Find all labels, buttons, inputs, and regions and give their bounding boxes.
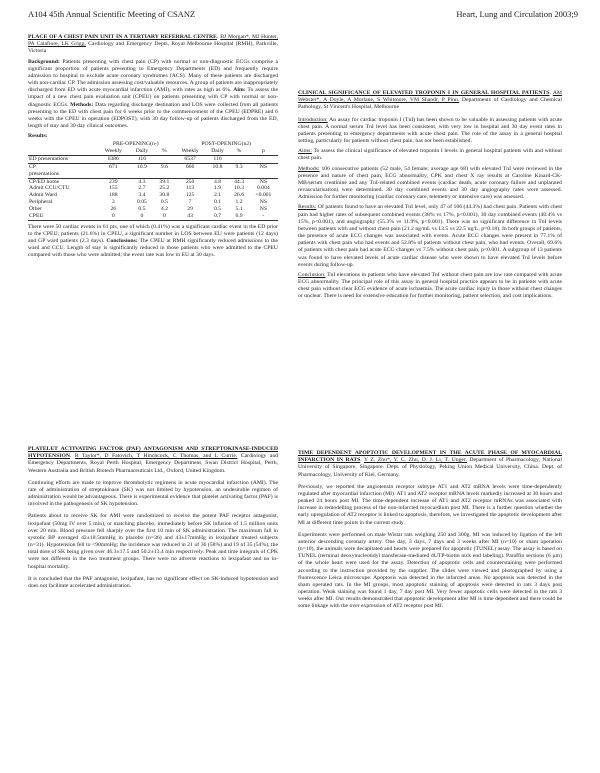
table-subhead: p <box>249 148 278 155</box>
table-cell: 6386 <box>107 156 119 163</box>
table-cell: 0 <box>130 213 155 220</box>
abstract-2-aims: To assess the clinical significance of elevated troponin I levels in general hospital patients with and without chest pain. <box>298 148 562 162</box>
table-cell: 4.8 <box>213 178 222 185</box>
abstract-2-methods: 106 consecutive patients (52 male, 54 female; average age 68) with elevated TnI were reviewed in the presence and nature of chest pain, ECG abnormality, CPK and chest X ray results at Caroline Kinard-CK-MB/serum creatinine and any TnI-related combined events (cardiac death, acute coronary failure and unplanned revascularisation) were determined. 30 day combined events and 30 day angiography rates were assessed. Admission for further monitoring (cardiac coronary care, telemetry or intensive care) was assessed. <box>298 165 563 201</box>
table-row <box>28 192 278 199</box>
table-cell: CPEU <box>28 213 97 220</box>
table-cell: CP/ED home <box>29 178 60 185</box>
abstract-1-affiliation: Cardiology and Emergency Depts, Royal Melbourne Hospital (RMH), Parkville, Victoria <box>28 41 278 55</box>
abstract-chest-pain-unit: PLACE OF A CHEST PAIN UNIT IN A TERTIARY REFERRAL CENTRE. BJ Morgan*, MJ Hunter, PA Calafiore, LK Grigg, Cardiology and Emergency Depts, Royal Melbourne Hospital (RMH), Parkville, Victoria Background: Patients presenting with chest pain (CP) with normal or non-diagnostic ECGs comprise a significant proportion of patients presenting to Emergency Departments (ED) and frequently require admission to hospital to exclude acute coronary syndromes (ACS). Many of these patients are discharged with non-cardiac CP. The admission assessing cost/valuable resources. A group of patients are inappropriately discharged from ED with acute myocardial infarction (AMI), with rates as high as 6%. Aim: To assess the impact of a new chest pain evaluation unit (CPEU) on patients presenting with CP with normal or non-diagnostic ECGs. Methods: Data regarding discharge destination and LOS were collected from all patients presenting to the ED with chest pain for 6 weeks prior to the commencement of the CPEU (EDPRE) and 6 weeks with the CPEU in operation (EDPOST), with 30 day follow-up of patients discharged from the ED, length of stay and 30 day clinical outcomes. Results: PRE-OPENING(n-) POST-OPENING(n2) Weekly Daily % Weekly Daily % p ED presentations 6386 116 6537 116 CP 671 10.9 9.6 666 10.8 9.3 NS presentations CP/ED home 239 4.3 39.1 250 4.8 44.3 NS Admit CCU/CTU 155 2.7 25.2 113 1.9 10.3 0.004 Admit Ward 188 3.4 30.8 125 2.1 26.6 <0.001 Peripheral 3 0.05 0.5 7 0.1 1.2 NS Other 26 0.5 4.2 29 0.5 5.1 NS CPEU 0 0 0 43 0.7 6.9 - There were 50 cardiac events in 61 pts, one of which (0.41%) was a significant cardiac event in the ED prior to the CPEU; patients (21.6%) in CPEU, a significant number in LOS between EU were patients (12 days) and GP ward patients (2.3 days). Conclusions: The CPEU at RMH significantly reduced admissions to the ward and CCU. Length of stay is significantly reduced in those patients who were admitted to the CPEU compared with those who were admitted; the event rate was low in EU at 30 days. <box>28 34 279 259</box>
table-cell: 0 <box>154 213 174 220</box>
abstract-2-intro: An assay for cardiac troponin I (TnI) has been shown to be valuable in assessing patients with acute chest pain. A normal serum TnI level has been consistent, with very low in hospital and 30 day event rates in patients presenting to emergency departments with acute chest pain. The role of the assay in a general hospital setting, particularly for patients without chest pain, has not been established. <box>298 116 562 145</box>
table-cell: 4.3 <box>138 178 146 185</box>
table-subhead: Weekly <box>97 148 130 155</box>
table-cell: 26.6 <box>234 192 245 199</box>
abstract-4-authors: Y Z. Zhu*, Y. C. Zhu, D. J. Li, T. Unger. <box>364 457 467 464</box>
table-cell: Peripheral <box>29 199 53 206</box>
table-cell: Other <box>29 206 42 212</box>
abstract-1-authors: BJ Morgan*, MJ Hunter, PA Calafiore, LK Grigg, <box>28 34 279 48</box>
table-subhead: Daily <box>130 148 155 155</box>
table-cell: 44.3 <box>234 178 245 185</box>
abstract-2-title: CLINICAL SIGNIFICANCE OF ELEVATED TROPONIN I IN GENERAL HOSPITAL PATIENTS <box>298 90 550 96</box>
table-cell: 6.9 <box>229 213 248 220</box>
table-cell: 116 <box>213 156 222 163</box>
abstract-1-conclusions-label: Conclusions: <box>106 238 138 245</box>
abstract-3-para-2: Patients about to receive SK for AMI were randomized to receive the potent PAF receptor antagonist, lexipafant (50mg IV over 5 min), or matching placebo, immediately before SK infusion of 1.5 million units over 20 min. Blood pressure fell sharply over the first 10 min of SK administration. The maximum fall in systolic BP averaged 42±18.5mmHg in placebo (n=36) and 43±17mmHg in lexipafant treated subjects (n=31). Hypotension fell to <90mmHg; the incidence was reduced in 21 of 36 (58%) and 19 of 35 (54%), the total dose of SK being given over 46.3±17.5 and 50.2±13.4 min respectively. Peak and time integrals of CPK were not different in the two treatment groups. There were no adverse reactions to lexipafant and no in-hospital mortality. <box>28 513 278 570</box>
table-row <box>28 206 278 213</box>
table-row <box>28 178 278 185</box>
table-cell: 0.5 <box>160 199 168 206</box>
table-cell: NS <box>249 163 278 170</box>
abstract-2-conclusion-label: Conclusion: <box>298 271 326 278</box>
table-group-pre: PRE-OPENING(n-) <box>112 141 159 148</box>
table-cell: 2.7 <box>138 185 146 192</box>
abstract-2-intro-label: Introduction: <box>298 116 328 123</box>
abstract-1-methods: Data regarding discharge destination and LOS were collected from all patients presenting to the ED with chest pain for 6 weeks prior to the commencement of the CPEU (EDPRE) and 6 weeks with the CPEU in operation (EDPOST), with 30 day follow-up of patients discharged from the ED, length of stay and 30 day clinical outcomes. <box>28 101 279 130</box>
table-cell: - <box>249 213 278 220</box>
abstract-3-authors: R Taylor*, D Fatovich, T Hinchcock, C Thomas, and L Currie. <box>74 453 238 460</box>
table-cell: 0.7 <box>206 213 230 220</box>
table-cell: 250 <box>185 178 195 185</box>
table-group-post: POST-OPENING(n2) <box>201 141 252 148</box>
table-cell: ED presentations <box>29 156 69 163</box>
table-cell: NS <box>259 178 267 185</box>
abstract-1-methods-label: Methods: <box>70 101 94 108</box>
abstract-1-results-tail: There were 50 cardiac events in 61 pts, one of which (0.41%) was a significant cardiac event in the ED prior to the CPEU; patients (21.6%) in CPEU, a significant number in LOS between EU were patients (12 days) and GP ward patients (2.3 days). <box>28 223 278 245</box>
running-header-left: A104 45th Annual Scientific Meeting of CSANZ <box>28 9 196 19</box>
abstract-1-aim: To assess the impact of a new chest pain evaluation unit (CPEU) on patients presenting with CP with normal or non-diagnostic ECGs. <box>28 87 278 108</box>
table-cell: 3 <box>111 199 115 206</box>
abstract-2-authors: AM Webster*, A Doyle, A Morlane, S Whitmore, VM Shandr, P Pinn. <box>298 90 562 104</box>
abstract-2-results: Of patients found to have an elevated TnI level, only 47 of 106 (44.3%) had chest pain. Patients with chest pain had higher rates of subsequent combined events (38% vs 17%, p<0.001), 30 day combined events (40.4% vs 15%, p<0.001), and angiography (55.3% vs 11.9%, p<0.001). There was no significant difference in TnI levels between patients with and without chest pain (21.2 ng/mL vs 13.5 vs 22.5 ng/L, p=0.18). In both groups of patients, the presence of acute ECG changes was associated with events. Acute ECG changes were present in 77.1% of patients with chest pain who had events and 52.8% of patients without chest pain, who had events. Overall, 69.6% of patients with chest pain had acute ECG changes vs 7.5% without chest pain, p<0.001. A subgroup of 13 patients was found to have elevated levels of acute cardiac disease who were shown to have elevated TnI levels before events during follow-up. <box>298 204 563 268</box>
table-row <box>28 185 278 192</box>
table-cell <box>249 156 278 164</box>
abstract-2-results-label: Results: <box>298 204 317 211</box>
table-row <box>28 199 278 206</box>
abstract-2-conclusion: TnI elevations in patients who have elevated TnI without chest pain are low rate compared with acute ECG abnormality. The principal role of this assay in general hospital practice appears to be in patients with acute chest pain without clear ECG evidence of acute ischaemia. The acute cardiac injury in those without chest changes or unclear. There is need for extensive education for further monitoring, patient selection, and cost implications. <box>298 271 562 300</box>
table-cell: 9.3 <box>229 163 248 170</box>
table-row <box>28 171 278 178</box>
abstract-1-background: Patients presenting with chest pain (CP) with normal or non-diagnostic ECGs comprise a significant proportion of patients presenting to Emergency Departments (ED) and frequently require admission to hospital to exclude acute coronary syndromes (ACS). Many of these patients are discharged with non-cardiac CP. The admission assessing cost/valuable resources. A group of patients are inappropriately discharged from ED with acute myocardial infarction (AMI), with rates as high as 6%. <box>28 58 278 94</box>
table-cell: 1.2 <box>235 199 243 206</box>
table-cell: 0.004 <box>256 185 270 192</box>
abstract-1-title: PLACE OF A CHEST PAIN UNIT IN A TERTIARY REFERRAL CENTRE <box>28 34 217 40</box>
table-cell: 239 <box>109 178 118 185</box>
abstract-4-para-2: Experiments were performed on male Wistar rats weighing 250 and 300g. MI was induced by ligation of the left anterior descending coronary artery. One day, 3 days, 7 days and 3 weeks after MI (n=10) or sham operation (n=10), the animals were decapitated and hearts were prepared for apoptotic (TUNEL) assay. The assay is based on TUNEL (terminal deoxynucleotidyl transferase-mediated dUTP-biotin nick end labeling). Paraffin sections (6 µm) of the whole heart were used for the assay. Detection of apoptotic cells and counterstaining were performed according to the instruction provided by the supplier. The slides were viewed and photographed by using a fluorescence Leica microscope. Apoptosis was detected in the infarcted areas. No apoptosis was detected in the sham operated rats. In the MI groups, most apoptotic staining of apoptosis were detected in rats 3 days post operation. Weak staining was found 1 day, 7 day post MI. Very fewer apoptotic cells were detected in the rats 3 weeks after MI. Our results demonstrated that apoptotic development after MI is time dependent and there could be some linkage with the over expression of AT2 receptor post MI. <box>298 531 562 610</box>
table-cell: 25.2 <box>159 185 170 192</box>
abstract-3-para-3: It is concluded that the PAF antagonist, lexipafant, has no significant effect on SK-induced hypotension and does not facilitate accelerated administration. <box>28 575 278 589</box>
results-table <box>28 141 278 220</box>
table-row <box>28 213 278 220</box>
table-cell: Admit Ward <box>29 192 58 199</box>
table-cell: 10.9 <box>130 163 155 170</box>
table-cell: NS <box>259 199 267 206</box>
table-cell: <0.001 <box>255 192 272 199</box>
table-cell: 6537 <box>184 156 196 163</box>
abstract-2-aims-label: Aims: <box>298 148 312 155</box>
table-cell: 10.3 <box>234 185 245 192</box>
table-cell: NS <box>259 206 267 212</box>
table-cell: CP <box>28 163 97 170</box>
table-cell: presentations <box>28 171 278 178</box>
table-cell: 671 <box>97 163 130 170</box>
table-cell: 0 <box>97 213 130 220</box>
table-cell: 0.5 <box>213 206 222 212</box>
table-cell: 5.1 <box>235 206 243 212</box>
table-cell <box>154 156 174 164</box>
table-cell: 0.05 <box>136 199 147 206</box>
abstract-3-para-1: Continuing efforts are made to improve thrombolytic regimens in acute myocardial infarction (AMI). The rate of administration of streptokinase (SK) was not limited by hypotension, an undesirable regimen of administration would be advantageous. There is experimental evidence that platelet activating factor (PAF) is involved in the pathogenesis of SK hypotension. <box>28 479 278 508</box>
table-subhead: % <box>229 148 248 155</box>
table-cell: 30.8 <box>159 192 170 199</box>
table-cell: 2.1 <box>213 192 222 199</box>
table-cell: 39.1 <box>159 178 170 185</box>
abstract-troponin: CLINICAL SIGNIFICANCE OF ELEVATED TROPONIN I IN GENERAL HOSPITAL PATIENTS. AM Webster*, A Doyle, A Morlane, S Whitmore, VM Shandr, P Pinn. Departments of Cardiology and Chemical Pathology, St Vincent's Hospital, Melbourne Introduction: An assay for cardiac troponin I (TnI) has been shown to be valuable in assessing patients with acute chest pain. A normal serum TnI level has been consistent, with very low in hospital and 30 day event rates in patients presenting to emergency departments with acute chest pain. The role of the assay in a general hospital setting, particularly for patients without chest pain, has not been established. Aims: To assess the clinical significance of elevated troponin I levels in general hospital patients with and without chest pain. Methods: 106 consecutive patients (52 male, 54 female; average age 68) with elevated TnI were reviewed in the presence and nature of chest pain, ECG abnormality, CPK and chest X ray results at Caroline Kinard-CK-MB/serum creatinine and any TnI-related combined events (cardiac death, acute coronary failure and unplanned revascularisation) were determined. 30 day combined events and 30 day angiography rates were assessed. Admission for further monitoring (cardiac coronary care, telemetry or intensive care) was assessed. Results: Of patients found to have an elevated TnI level, only 47 of 106 (44.3%) had chest pain. Patients with chest pain had higher rates of subsequent combined events (38% vs 17%, p<0.001), 30 day combined events (40.4% vs 15%, p<0.001), and angiography (55.3% vs 11.9%, p<0.001). There was no significant difference in TnI levels between patients with and without chest pain (21.2 ng/mL vs 13.5 vs 22.5 ng/L, p=0.18). In both groups of patients, the presence of acute ECG changes was associated with events. Acute ECG changes were present in 77.1% of patients with chest pain who had events and 52.8% of patients without chest pain, who had events. Overall, 69.6% of patients with chest pain had acute ECG changes vs 7.5% without chest pain, p<0.001. A subgroup of 13 patients was found to have elevated levels of acute cardiac disease who were shown to have elevated TnI levels before events during follow-up. Conclusion: TnI elevations in patients who have elevated TnI without chest pain are low rate compared with acute ECG abnormality. The principal role of this assay in general hospital practice appears to be in patients with acute chest pain without clear ECG evidence of acute ischaemia. The acute cardiac injury in those without chest changes or unclear. There is need for extensive education for further monitoring, patient selection, and cost implications. <box>298 90 563 300</box>
abstract-4-title: TIME DEPENDENT APOPTOTIC DEVELOPMENT IN THE ACUTE PHASE OF MYOCARDIAL INFARCTION IN RATS <box>298 450 562 464</box>
abstract-1-aim-label: Aim: <box>233 87 246 94</box>
table-cell: 125 <box>185 192 195 199</box>
table-cell: 10.8 <box>206 163 230 170</box>
abstract-3-affiliation: Cardiology and Emergency Departments, Royal Perth Hospital, Emergency Department, Swan District Hospital, Perth, Western Australia and British Biotech Pharmaceuticals Ltd., Oxford, United Kingdom. <box>28 453 279 474</box>
table-cell: 155 <box>109 185 118 192</box>
running-header-right: Heart, Lung and Circulation 2003;9 <box>456 9 578 19</box>
abstract-3-title: PLATELET ACTIVATING FACTOR (PAF) ANTAGONISM AND STREPTOKINASE-INDUCED HYPOTENSION <box>28 446 278 460</box>
abstract-paf-antagonism: PLATELET ACTIVATING FACTOR (PAF) ANTAGONISM AND STREPTOKINASE-INDUCED HYPOTENSION. R Taylor*, D Fatovich, T Hinchcock, C Thomas, and L Currie. Cardiology and Emergency Departments, Royal Perth Hospital, Emergency Department, Swan District Hospital, Perth, Western Australia and British Biotech Pharmaceuticals Ltd., Oxford, United Kingdom. Continuing efforts are made to improve thrombolytic regimens in acute myocardial infarction (AMI). The rate of administration of streptokinase (SK) was not limited by hypotension, an undesirable regimen of administration would be advantageous. There is experimental evidence that platelet activating factor (PAF) is involved in the pathogenesis of SK hypotension. Patients about to receive SK for AMI were randomized to receive the potent PAF receptor antagonist, lexipafant (50mg IV over 5 min), or matching placebo, immediately before SK infusion of 1.5 million units over 20 min. Blood pressure fell sharply over the first 10 min of SK administration. The maximum fall in systolic BP averaged 42±18.5mmHg in placebo (n=36) and 43±17mmHg in lexipafant treated subjects (n=31). Hypotension fell to <90mmHg; the incidence was reduced in 21 of 36 (58%) and 19 of 35 (54%), the total dose of SK being given over 46.3±17.5 and 50.2±13.4 min respectively. Peak and time integrals of CPK were not different in the two treatment groups. There were no adverse reactions to lexipafant and no in-hospital mortality. It is concluded that the PAF antagonist, lexipafant, has no significant effect on SK-induced hypotension and does not facilitate accelerated administration. <box>28 446 279 589</box>
abstract-4-para-1: Previously, we reported the angiotensin receptor subtype AT1 and AT2 mRNA levels were time-dependently regulated after myocardial infarction (MI). AT1 and AT2 receptor mRNA levels markedly increased at 30 hours and peaked 24 hours post MI. The time-dependent increase of AT1 and AT2 receptor mRNAs was associated with increase in remodelling process of the non-infarcted myocardium post MI. There is a further question whether the early upregulation of AT2 receptor is linked to apoptosis, therefore, we investigated the apoptotic development after MI at different time points in the current study. <box>298 483 562 526</box>
table-row <box>28 163 278 170</box>
table-cell: Admit CCU/CTU <box>29 185 70 192</box>
table-cell: 116 <box>137 156 147 163</box>
table-cell: 3.4 <box>138 192 146 199</box>
table-cell: 666 <box>175 163 206 170</box>
table-cell: 29 <box>187 206 193 212</box>
table-cell: 1.9 <box>213 185 222 192</box>
table-cell: 9.6 <box>154 163 174 170</box>
abstract-apoptosis: TIME DEPENDENT APOPTOTIC DEVELOPMENT IN THE ACUTE PHASE OF MYOCARDIAL INFARCTION IN RATS. Y Z. Zhu*, Y. C. Zhu, D. J. Li, T. Unger. Department of Pharmacology, National University of Singapore, Singapore. Dept. of Physiology, Peking Union Medical University, China. Dept. of Pharmacology, University of Kiel, Germany. Previously, we reported the angiotensin receptor subtype AT1 and AT2 mRNA levels were time-dependently regulated after myocardial infarction (MI). AT1 and AT2 receptor mRNA levels markedly increased at 30 hours and peaked 24 hours post MI. The time-dependent increase of AT1 and AT2 receptor mRNAs was associated with increase in remodelling process of the non-infarcted myocardium post MI. There is a further question whether the early upregulation of AT2 receptor is linked to apoptosis, therefore, we investigated the apoptotic development after MI at different time points in the current study. Experiments were performed on male Wistar rats weighing 250 and 300g. MI was induced by ligation of the left anterior descending coronary artery. One day, 3 days, 7 days and 3 weeks after MI (n=10) or sham operation (n=10), the animals were decapitated and hearts were prepared for apoptotic (TUNEL) assay. The assay is based on TUNEL (terminal deoxynucleotidyl transferase-mediated dUTP-biotin nick end labeling). Paraffin sections (6 µm) of the whole heart were used for the assay. Detection of apoptotic cells and counterstaining were performed according to the instruction provided by the supplier. The slides were viewed and photographed by using a fluorescence Leica microscope. Apoptosis was detected in the infarcted areas. No apoptosis was detected in the sham operated rats. In the MI groups, most apoptotic staining of apoptosis were detected in rats 3 days post operation. Weak staining was found 1 day, 7 day post MI. Very fewer apoptotic cells were detected in the rats 3 weeks after MI. Our results demonstrated that apoptotic development after MI is time dependent and there could be some linkage with the over expression of AT2 receptor post MI. <box>298 450 562 610</box>
table-cell <box>229 156 248 164</box>
table-subhead: Daily <box>206 148 230 155</box>
table-cell: 4.2 <box>160 206 168 212</box>
table-cell: 188 <box>109 192 118 199</box>
abstract-1-conclusions: The CPEU at RMH significantly reduced admissions to the ward and CCU. Length of stay is significantly reduced in those patients who were admitted to the CPEU compared with those who were admitted; the event rate was low in EU at 30 days. <box>28 238 279 259</box>
table-row <box>28 156 278 164</box>
table-cell: 113 <box>185 185 195 192</box>
table-cell: 7 <box>188 199 192 206</box>
table-subhead: Weekly <box>175 148 206 155</box>
table-cell: 26 <box>110 206 117 212</box>
abstract-1-background-label: Background: <box>28 58 60 65</box>
table-cell: 43 <box>175 213 206 220</box>
table-cell: 0.5 <box>138 206 146 212</box>
table-subhead: % <box>154 148 174 155</box>
table-cell: 0.1 <box>213 199 222 206</box>
abstract-2-affiliation: Departments of Cardiology and Chemical Pathology, St Vincent's Hospital, Melbourne <box>298 97 563 111</box>
abstract-1-results-label: Results: <box>28 133 48 140</box>
abstract-2-methods-label: Methods: <box>298 165 320 172</box>
abstract-4-affiliation: Department of Pharmacology, National University of Singapore, Singapore. Dept. of Physiology, Peking Union Medical University, China. Dept. of Pharmacology, University of Kiel, Germany. <box>298 457 562 478</box>
